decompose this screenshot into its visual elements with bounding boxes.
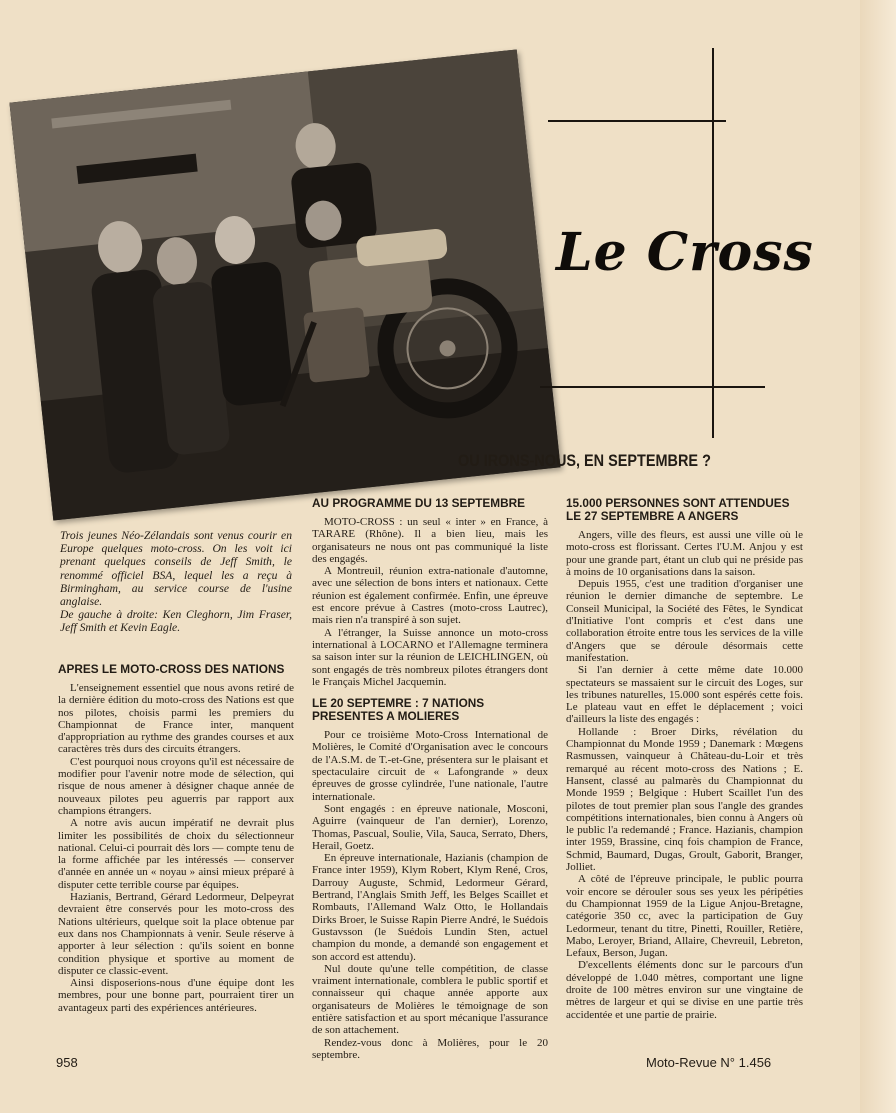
paragraph: Hollande : Broer Dirks, révélation du Championnat du Monde 1959 ; Danemark : Mœgens Rasmussen, vainqueur à Château-du-Loir et très remarqué au récent moto-cross des Nations ; E. Hansent, classé au palmarès du Championnat du Monde 1959 ; Belgique : Hubert Scaillet l'un des pilotes de tout premier plan sous l'angle des grandes compétitions internationales, bien connu à Angers où le public l'a redemandé ; France. Hazianis, champion inter 1959, Brassine, cinq fois champion de France, Schmid, Baumard, Dugas, Groult, Gaborit, Branger, Jolliet. (566, 725, 803, 874)
paragraph: A côté de l'épreuve principale, le public pourra voir encore se dérouler sous ses yeux les péripéties du Championnat 1959 de la Ligue Anjou-Bretagne, catégorie 350 cc, avec la participation de Guy Ledormeur, tenant du titre, Pinetti, Rouiller, Retière, Mabo, Leroyer, Briand, Allaire, Chevreuil, Lebreton, Lefaux, Berson, Jugan. (566, 873, 803, 960)
section-heading: APRES LE MOTO-CROSS DES NATIONS (58, 662, 285, 676)
photo-caption (60, 529, 292, 635)
magazine-issue: Moto-Revue N° 1.456 (646, 1055, 772, 1070)
page-edge (860, 0, 896, 1113)
paragraph: En épreuve internationale, Hazianis (champion de France inter 1959), Klym Robert, Klym René, Cros, Darrouy Auguste, Schmid, Ledormeur Gérard, Bertrand, l'Anglais Smith Jeff, les Belges Scaillet et Rombauts, l'Allemand Walz Otto, le Hollandais Dirks Broer, le Suisse Rapin Pierre André, le Suédois Gustavsson (le Suédois Lundin Sten, actuel champion du monde, a demandé son engagement et son accord est attendu). (312, 852, 548, 963)
page-number: 958 (56, 1055, 78, 1070)
section-heading: AU PROGRAMME DU 13 SEPTEMBRE (312, 496, 526, 510)
paragraph: Sont engagés : en épreuve nationale, Mosconi, Aguirre (vainqueur de l'an dernier), Lorenzo, Thomas, Pascual, Soulie, Vila, Sauca, Serrato, Dhers, Herail, Goetz. (312, 802, 548, 852)
paragraph: L'enseignement essentiel que nous avons retiré de la dernière édition du moto-cross des Nations est que nos pilotes, choisis parmi les premiers du Championnat de France inter, manquent d'appropriation au rythme des grandes courses et aux caractères très durs des circuits étrangers. (58, 682, 294, 756)
paragraph: Hazianis, Bertrand, Gérard Ledormeur, Delpeyrat devraient être conservés pour les moto-cross des Nations ultérieurs, quelque soit la place obtenue par eux dans nos Championnats à venir. Seule réserve à apporter à leur sélection : qu'ils soient en bonne condition physique et sportive au moment de disputer ce classic-event. (58, 891, 294, 977)
rule-horizontal-top (548, 120, 726, 122)
caption-names: De gauche à droite: Ken Cleghorn, Jim Fraser, Jeff Smith et Kevin Eagle. (60, 608, 292, 635)
rule-horizontal-bottom (540, 386, 765, 388)
paragraph: A notre avis aucun impératif ne devrait plus limiter les possibilités de choix du sélectionneur national. Celui-ci pourrait dès lors — compte tenu de la forme affichée par les intéressés — conserver d'année en année un « noyau » ainsi mieux préparé à disputer cette terrible course par équipes. (58, 817, 294, 891)
column-2 (312, 497, 548, 1061)
article-subtitle: OU IRONS-NOUS, EN SEPTEMBRE ? (458, 451, 711, 470)
caption-text: Trois jeunes Néo-Zélandais sont venus courir en Europe quelques moto-cross. On les voit ici prenant quelques conseils de Jeff Smith, le renommé officiel BSA, lequel les a reçu à Birmingham, au service course de l'usine anglaise. (60, 529, 292, 609)
photo-illustration (9, 49, 560, 520)
paragraph: A Montreuil, réunion extra-nationale d'automne, avec une sélection de bons inters et nationaux. Cette réunion est également confirmée. Enfin, une épreuve est encore prévue à Castres (moto-cross Lautrec), mais rien n'a transpiré à son sujet. (312, 565, 548, 627)
paragraph: D'excellents éléments donc sur le parcours d'un développé de 1.040 mètres, comportant une ligne droite de 100 mètres environ sur une vingtaine de mètres de largeur et qui se divise en une partie très accidentée et une partie de prairie. (566, 959, 803, 1021)
paragraph: Nul doute qu'une telle compétition, de classe vraiment internationale, comblera le public sportif et connaisseur qui chaque année apporte aux organisateurs de Molières le témoignage de son entière satisfaction et au sport mécanique l'assurance de son attachement. (312, 962, 548, 1037)
paragraph: A l'étranger, la Suisse annonce un moto-cross international à LOCARNO et l'Allemagne terminera sa saison inter sur la réunion de LEICHLINGEN, où sont engagés de très nombreux pilotes étrangers dont le Français Michel Jacquemin. (312, 626, 548, 688)
column-3 (566, 497, 803, 1021)
paragraph: Ainsi disposerions-nous d'une équipe dont les membres, pour une bonne part, pourraient tirer un avantageux parti des expériences antérieures. (58, 977, 294, 1014)
section-heading: 15.000 PERSONNES SONT ATTENDUES LE 27 SEPTEMBRE A ANGERS (566, 496, 790, 523)
section-heading: LE 20 SEPTEMRE : 7 NATIONS PRESENTES A MOLIERES (312, 696, 485, 724)
paragraph: Si l'an dernier à cette même date 10.000 spectateurs se massaient sur le circuit des Loges, sur les tribunes naturelles, 15.000 sont espérés cette fois. Le plateau vaut en effet le déplacement ; voici d'ailleurs la liste des engagés : (566, 664, 803, 726)
photo-mechanics-motorcycle (9, 49, 560, 520)
paragraph: Rendez-vous donc à Molières, pour le 20 septembre. (312, 1036, 548, 1061)
paragraph: MOTO-CROSS : un seul « inter » en France, à TARARE (Rhône). Il a bien lieu, mais les organisateurs ne nous ont pas communiqué la liste des engagés. (312, 516, 548, 565)
paragraph: Pour ce troisième Moto-Cross International de Molières, le Comité d'Organisation avec le concours de l'A.S.M. de T.-et-Gne, présentera sur le plaisant et spectaculaire circuit de « Lafongrande » deux épreuves de grosse cylindrée, l'une nationale, l'autre internationale. (312, 729, 548, 803)
column-1 (58, 663, 294, 1014)
paragraph: C'est pourquoi nous croyons qu'il est nécessaire de modifier pour l'avenir notre mode de sélection, qui risque de nous amener à désigner chaque année de nouveaux pilotes peu aguerris par rapport aux champions étrangers. (58, 755, 294, 817)
paragraph: Angers, ville des fleurs, est aussi une ville où le moto-cross est florissant. Certes l'U.M. Anjou y est pour une grande part, étant un club qui ne préside pas à moins de 10 organisations dans la saison. (566, 529, 803, 578)
article-title: Le Cross (556, 222, 814, 283)
paragraph: Depuis 1955, c'est une tradition d'organiser une réunion le dernier dimanche de septembre. Le Conseil Municipal, la Société des Fêtes, le Syndicat d'Initiative l'ont compris et c'est dans une collaboration étroite entre tous les services de la ville d'Angers que se déroule désormais cette manifestation. (566, 578, 803, 664)
